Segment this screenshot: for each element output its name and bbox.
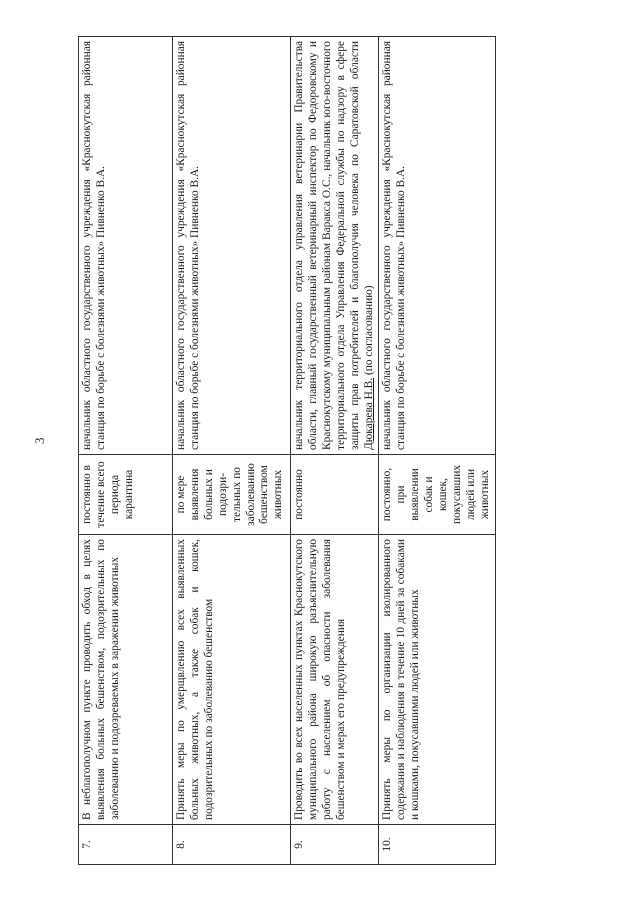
action-cell: В неблагополучном пункте проводить обход в целях выявления больных бешенством, подозрительных по заболеванию и подозреваемых в заражении животных — [79, 535, 173, 825]
responsible-cell: начальник областного государственного учреждения «Краснокутская районная станция по борьбе с болезнями животных» Пивненко В.А. — [173, 37, 291, 455]
term-cell: постоянно, при выявлении собак и кошек, покусавших людей или животных — [379, 455, 495, 535]
row-number: 9. — [291, 825, 379, 865]
row-number: 10. — [379, 825, 495, 865]
table-row — [79, 37, 173, 865]
action-cell: Принять меры по умерщвлению всех выявленных больных животных, а также собак и кошек, подозрительных по заболеванию бешенством — [173, 535, 291, 825]
responsible-cell: начальник областного государственного учреждения «Краснокутская районная станция по борьбе с болезнями животных» Пивненко В.А. — [79, 37, 173, 455]
page-number: 3 — [32, 437, 47, 444]
term-cell: постоянно в течение всего периода карантина — [79, 455, 173, 535]
responsible-text: начальник территориального отдела управления ветеринарии Правительства области, главный государственный ветеринарный инспектор по Федоровскому и Краснокутскому муниципальным районам Варакса О.С., начальник юго-восточного территориального отдела Управления Федеральной службы по надзору в сфере защиты прав потребителей и благополучия человека по Саратовской области — [293, 41, 361, 450]
responsible-cell: начальник областного государственного учреждения «Краснокутская районная станция по борьбе с болезнями животных» Пивненко В.А. — [379, 37, 495, 455]
row-number: 8. — [173, 825, 291, 865]
row-number: 7. — [79, 825, 173, 865]
action-cell: Проводить во всех населенных пунктах Краснокутского муниципального района широкую разъяснительную работу с населением об опасности заболевания бешенством и мерах его предупреждения — [291, 535, 379, 825]
measures-table — [78, 36, 496, 865]
table-row — [379, 37, 495, 865]
responsible-cell — [291, 37, 379, 455]
table-row — [173, 37, 291, 865]
term-cell: постоянно — [291, 455, 379, 535]
term-cell: по мере выявления больных и подозри-тельных по заболеванию бешенством животных — [173, 455, 291, 535]
rotated-page-content — [78, 37, 491, 865]
action-cell: Принять меры по организации изолированного содержания и наблюдения в течение 10 дней за собаками и кошками, покусавшими людей или животных — [379, 535, 495, 825]
table-row — [291, 37, 379, 865]
responsible-name-underlined: Дюкарева Н.В. — [362, 377, 375, 450]
responsible-note: (по согласованию) — [362, 285, 375, 378]
